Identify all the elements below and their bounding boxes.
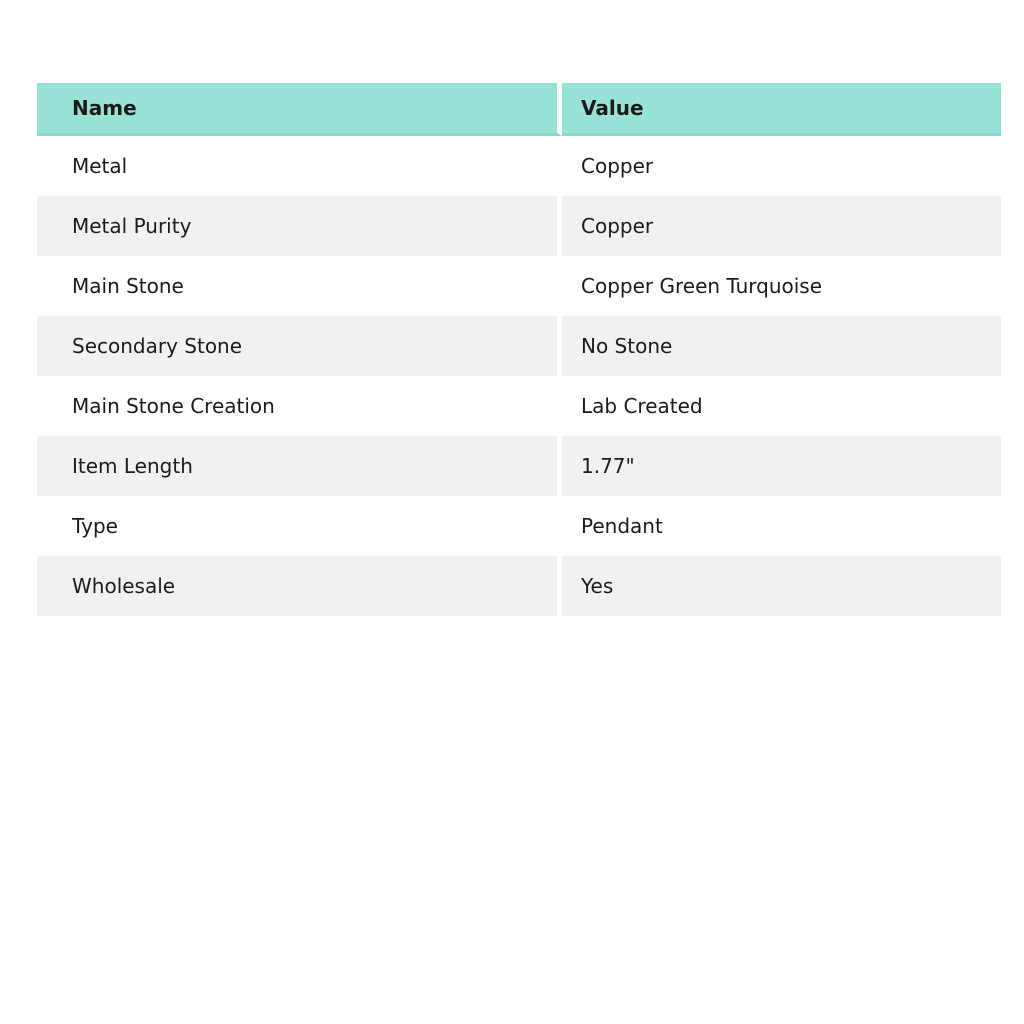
spec-value: Copper [562, 136, 1001, 196]
table-row [37, 436, 1001, 496]
spec-name: Type [37, 496, 562, 556]
spec-name: Main Stone Creation [37, 376, 562, 436]
product-specifications-table [37, 83, 1001, 616]
spec-value: Copper Green Turquoise [562, 256, 1001, 316]
table-row [37, 136, 1001, 196]
spec-value: No Stone [562, 316, 1001, 376]
spec-name: Item Length [37, 436, 562, 496]
spec-value: Copper [562, 196, 1001, 256]
table-row [37, 196, 1001, 256]
column-header-value: Value [562, 83, 1001, 136]
spec-value: Yes [562, 556, 1001, 616]
spec-value: 1.77" [562, 436, 1001, 496]
table-row [37, 376, 1001, 436]
spec-name: Metal [37, 136, 562, 196]
table-row [37, 496, 1001, 556]
spec-name: Secondary Stone [37, 316, 562, 376]
table-row [37, 556, 1001, 616]
spec-value: Pendant [562, 496, 1001, 556]
table-header-row [37, 83, 1001, 136]
spec-name: Wholesale [37, 556, 562, 616]
spec-value: Lab Created [562, 376, 1001, 436]
table-row [37, 256, 1001, 316]
table-row [37, 316, 1001, 376]
column-header-name: Name [37, 83, 562, 136]
spec-name: Main Stone [37, 256, 562, 316]
spec-name: Metal Purity [37, 196, 562, 256]
